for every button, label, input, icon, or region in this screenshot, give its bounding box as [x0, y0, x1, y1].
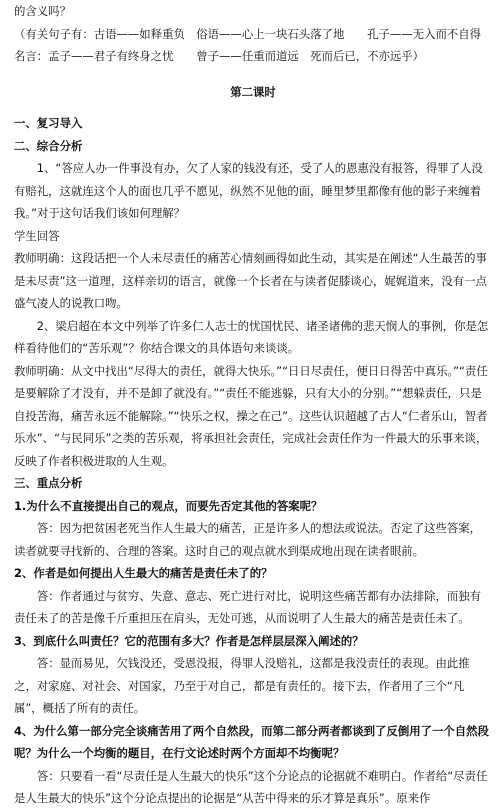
quote-list-2: 名言：孟子——君子有终身之忧 曾子——任重而道远 死而后已，不亦远乎） [14, 49, 425, 63]
heading-review: 一、复习导入 [14, 116, 83, 130]
key-question-4: 4、为什么第一部分完全谈痛苦用了两个自然段，而第二部分两者都谈到了反倒用了一个自然段呢？为什么一个均衡的题目，在行文论述时两个方面却不均衡呢？ [14, 723, 489, 760]
key-answer-4: 答：只要看一看“尽责任是人生最大的快乐”这个分论点的论据就不难明白。作者给“尽责任是人生最大的快乐”这个分论点提出的论据是“从苦中得来的乐才算是真乐”。原来作 [14, 768, 488, 805]
key-question-2: 2、作者是如何提出人生最大的痛苦是责任未了的？ [14, 566, 273, 580]
key-question-3: 3、到底什么叫责任？它的范围有多大？作者是怎样层层深入阐述的？ [14, 633, 364, 648]
key-answer-3: 答：显而易见，欠钱没还，受恩没报，得罪人没赔礼，这都是我没责任的表现。由此推之，对家庭、对社会、对国家，乃至于对自己，都是有责任的。接下去，作者用了三个“凡属”，概括了所有的责任。 [14, 656, 470, 715]
teacher-clarification-2: 教师明确：从文中找出“尽得大的责任，就得大快乐。”“日日尽责任，便日日得苦中真乐。”“责任是要解除了才没有，并不是卸了就没有。”“责任不能逃躲，只有大小的分别。”“想躲责任，只是自投苦海，痛苦永远不能解除。”“快乐之权，操之在己”。这些认识超越了古人“仁者乐山，智者乐水”、“与民同乐”之类的苦乐观，将承担社会责任，完成社会责任作为一件最大的乐事来谈，反映了作者积极进取的人生观。 [14, 363, 488, 468]
student-answer-label: 学生回答 [14, 228, 60, 243]
text-line: 的含义吗？ [14, 4, 71, 18]
heading-key-analysis: 三、重点分析 [14, 476, 83, 490]
key-answer-2: 答：作者通过与贫穷、失意、意志、死亡进行对比，说明这些痛苦都有办法排除，而独有责任未了的苦是像千斤重担压在肩头，无处可逃，从而说明了人生最大的痛苦是责任未了。 [14, 588, 482, 625]
heading-analysis: 二、综合分析 [14, 138, 83, 153]
question-2: 2、梁启超在本文中列举了许多仁人志士的忧国忧民、诸圣诸佛的悲天悯人的事例，你是怎样看待他们的“苦乐观”？你结合课文的具体语句来谈谈。 [14, 318, 489, 355]
key-question-1: 1.为什么不直接提出自己的观点，而要先否定其他的答案呢？ [14, 498, 323, 513]
teacher-clarification-1: 教师明确：这段话把一个人未尽责任的痛苦心情刻画得如此生动，其实是在阐述“人生最苦的事是未尽责”这一道理，这样亲切的语言，就像一个长者在与读者促膝谈心，娓娓道来，没有一点盛气凌人的说教口吻。 [14, 251, 487, 310]
key-answer-1: 答：因为把贫困老死当作人生最大的痛苦，正是许多人的想法或说法。否定了这些答案，读者就要寻找新的、合理的答案。这时自己的观点就水到渠成地出现在读者眼前。 [14, 521, 482, 558]
quote-list: （有关句子有：古语——如释重负 俗语——心上一块石头落了地 孔子——无入而不自得 [14, 26, 482, 41]
section-title: 第二课时 [230, 84, 276, 99]
question-1: 1、“答应人办一件事没有办，欠了人家的钱没有还，受了人的恩惠没有报答，得罪了人没有赔礼，这就连这个人的面也几乎不愿见，纵然不见他的面，睡里梦里都像有他的影子来缠着我。”对于这句话我们该如何理解？ [14, 161, 483, 220]
